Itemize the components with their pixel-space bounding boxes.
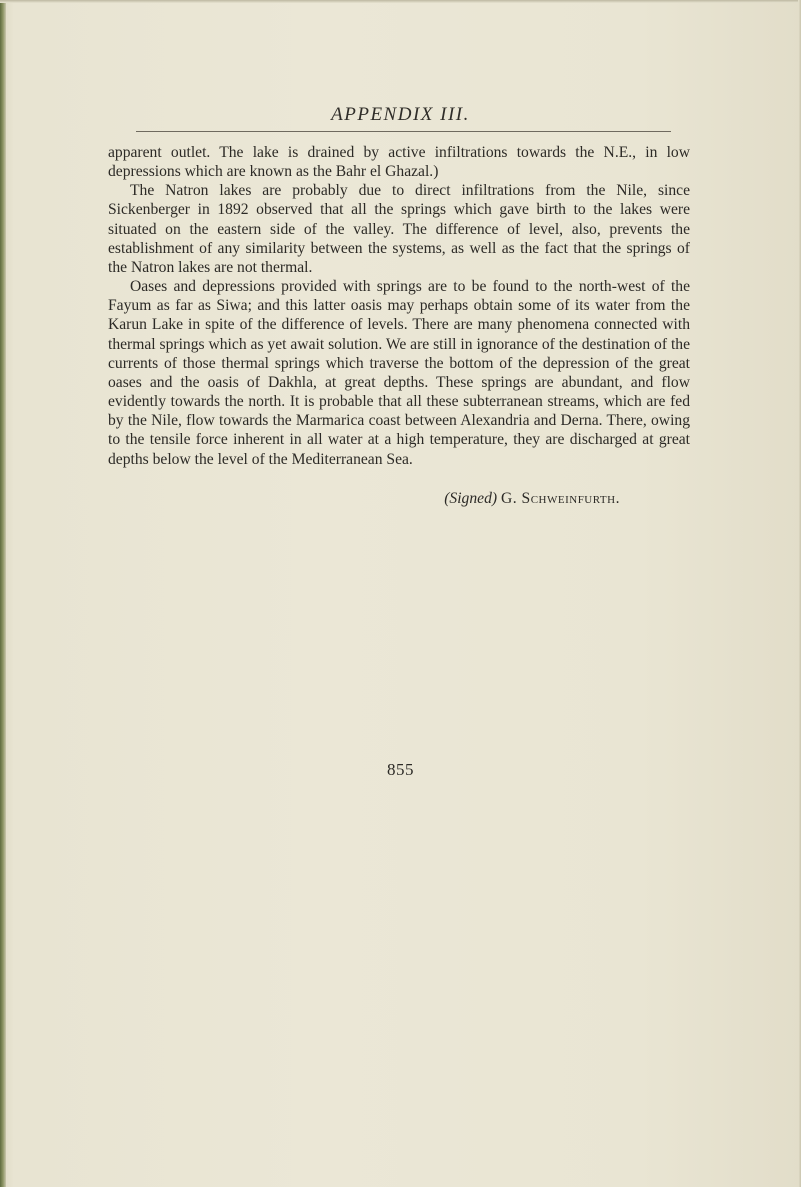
signature-name: G. Schweinfurth. xyxy=(500,490,620,507)
running-head: APPENDIX III. xyxy=(331,104,470,125)
page-top-edge xyxy=(0,0,801,3)
signature-label: (Signed) xyxy=(444,490,498,507)
header-rule xyxy=(136,131,671,132)
paragraph-1: apparent outlet. The lake is drained by active infiltrations towards the N.E., in low depressions which are known as the Bahr el Ghazal.) xyxy=(108,144,690,181)
body-text xyxy=(108,143,690,469)
paragraph-2: The Natron lakes are probably due to direct infiltrations from the Nile, since Sickenberger in 1892 observed that all the springs which gave birth to the lakes were situated on the eastern side of the valley. The difference of level, also, prevents the establishment of any similarity between the systems, as well as the fact that the springs of the Natron lakes are not thermal. xyxy=(108,182,690,276)
signature-line xyxy=(0,490,620,508)
page-number: 855 xyxy=(387,760,414,779)
paragraph-3: Oases and depressions provided with springs are to be found to the north-west of the Fayum as far as Siwa; and this latter oasis may perhaps obtain some of its water from the Karun Lake in spite of the difference of levels. There are many phenomena connected with thermal springs which as yet await solution. We are still in ignorance of the destination of the currents of those thermal springs which traverse the bottom of the depression of the great oases and the oasis of Dakhla, at great depths. These springs are abundant, and flow evidently towards the north. It is probable that all these subterranean streams, which are fed by the Nile, flow towards the Marmarica coast between Alexandria and Derna. There, owing to the tensile force inherent in all water at a high temperature, they are discharged at great depths below the level of the Mediterranean Sea. xyxy=(108,278,690,468)
page-spine-shadow xyxy=(0,0,6,1187)
